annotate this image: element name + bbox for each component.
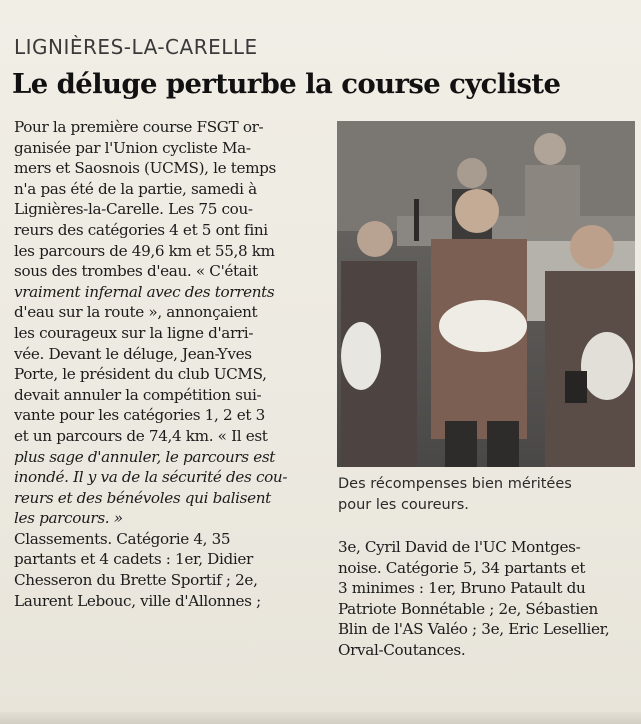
caption-line: Des récompenses bien méritées (338, 476, 572, 492)
article-body-left-column (14, 117, 330, 611)
body-line: inondé. Il y va de la sécurité des cou- (14, 468, 288, 487)
ranking-line: Chesseron du Brette Sportif ; 2e, (14, 571, 258, 590)
article-body-right-column (338, 537, 636, 661)
article-kicker: LIGNIÈRES-LA-CARELLE (14, 35, 258, 59)
body-line: Lignières-la-Carelle. Les 75 cou- (14, 200, 253, 219)
body-line: les parcours de 49,6 km et 55,8 km (14, 241, 275, 260)
body-line: vraiment infernal avec des torrents (14, 282, 275, 301)
ranking-line: 3 minimes : 1er, Bruno Patault du (338, 579, 586, 598)
ranking-line: Patriote Bonnétable ; 2e, Sébastien (338, 599, 598, 618)
ranking-line: 3e, Cyril David de l'UC Montges- (338, 538, 581, 556)
ranking-line: Orval-Coutances. (338, 640, 466, 659)
photo-caption (338, 474, 634, 515)
body-line: d'eau sur la route », annonçaient (14, 303, 258, 322)
ranking-line: Laurent Lebouc, ville d'Allonnes ; (14, 591, 261, 610)
award-ceremony-photo (337, 121, 635, 467)
body-line: Pour la première course FSGT or- (14, 118, 264, 136)
ranking-line: noise. Catégorie 5, 34 partants et (338, 558, 586, 577)
body-line: et un parcours de 74,4 km. « Il est (14, 426, 268, 445)
photo-illustration (337, 121, 635, 467)
body-line: devait annuler la compétition sui- (14, 385, 262, 404)
body-line: sous des trombes d'eau. « C'était (14, 262, 258, 281)
ranking-line: Classements. Catégorie 4, 35 (14, 529, 231, 548)
body-line: les parcours. » (14, 509, 123, 528)
article-headline: Le déluge perturbe la course cycliste (12, 68, 561, 100)
ranking-line: Blin de l'AS Valéo ; 3e, Eric Lesellier, (338, 620, 610, 639)
body-line: les courageux sur la ligne d'arri- (14, 323, 254, 342)
body-line: vante pour les catégories 1, 2 et 3 (14, 406, 265, 425)
caption-line: pour les coureurs. (338, 496, 469, 513)
body-line: reurs et des bénévoles qui balisent (14, 488, 271, 507)
body-line: ganisée par l'Union cycliste Ma- (14, 138, 251, 157)
body-line: plus sage d'annuler, le parcours est (14, 447, 276, 466)
body-line: vée. Devant le déluge, Jean-Yves (14, 344, 252, 363)
body-line: n'a pas été de la partie, samedi à (14, 179, 257, 198)
ranking-line: partants et 4 cadets : 1er, Didier (14, 550, 253, 569)
page-bottom-edge (0, 712, 641, 724)
body-line: mers et Saosnois (UCMS), le temps (14, 159, 277, 178)
body-line: Porte, le président du club UCMS, (14, 365, 267, 384)
body-line: reurs des catégories 4 et 5 ont fini (14, 220, 268, 239)
